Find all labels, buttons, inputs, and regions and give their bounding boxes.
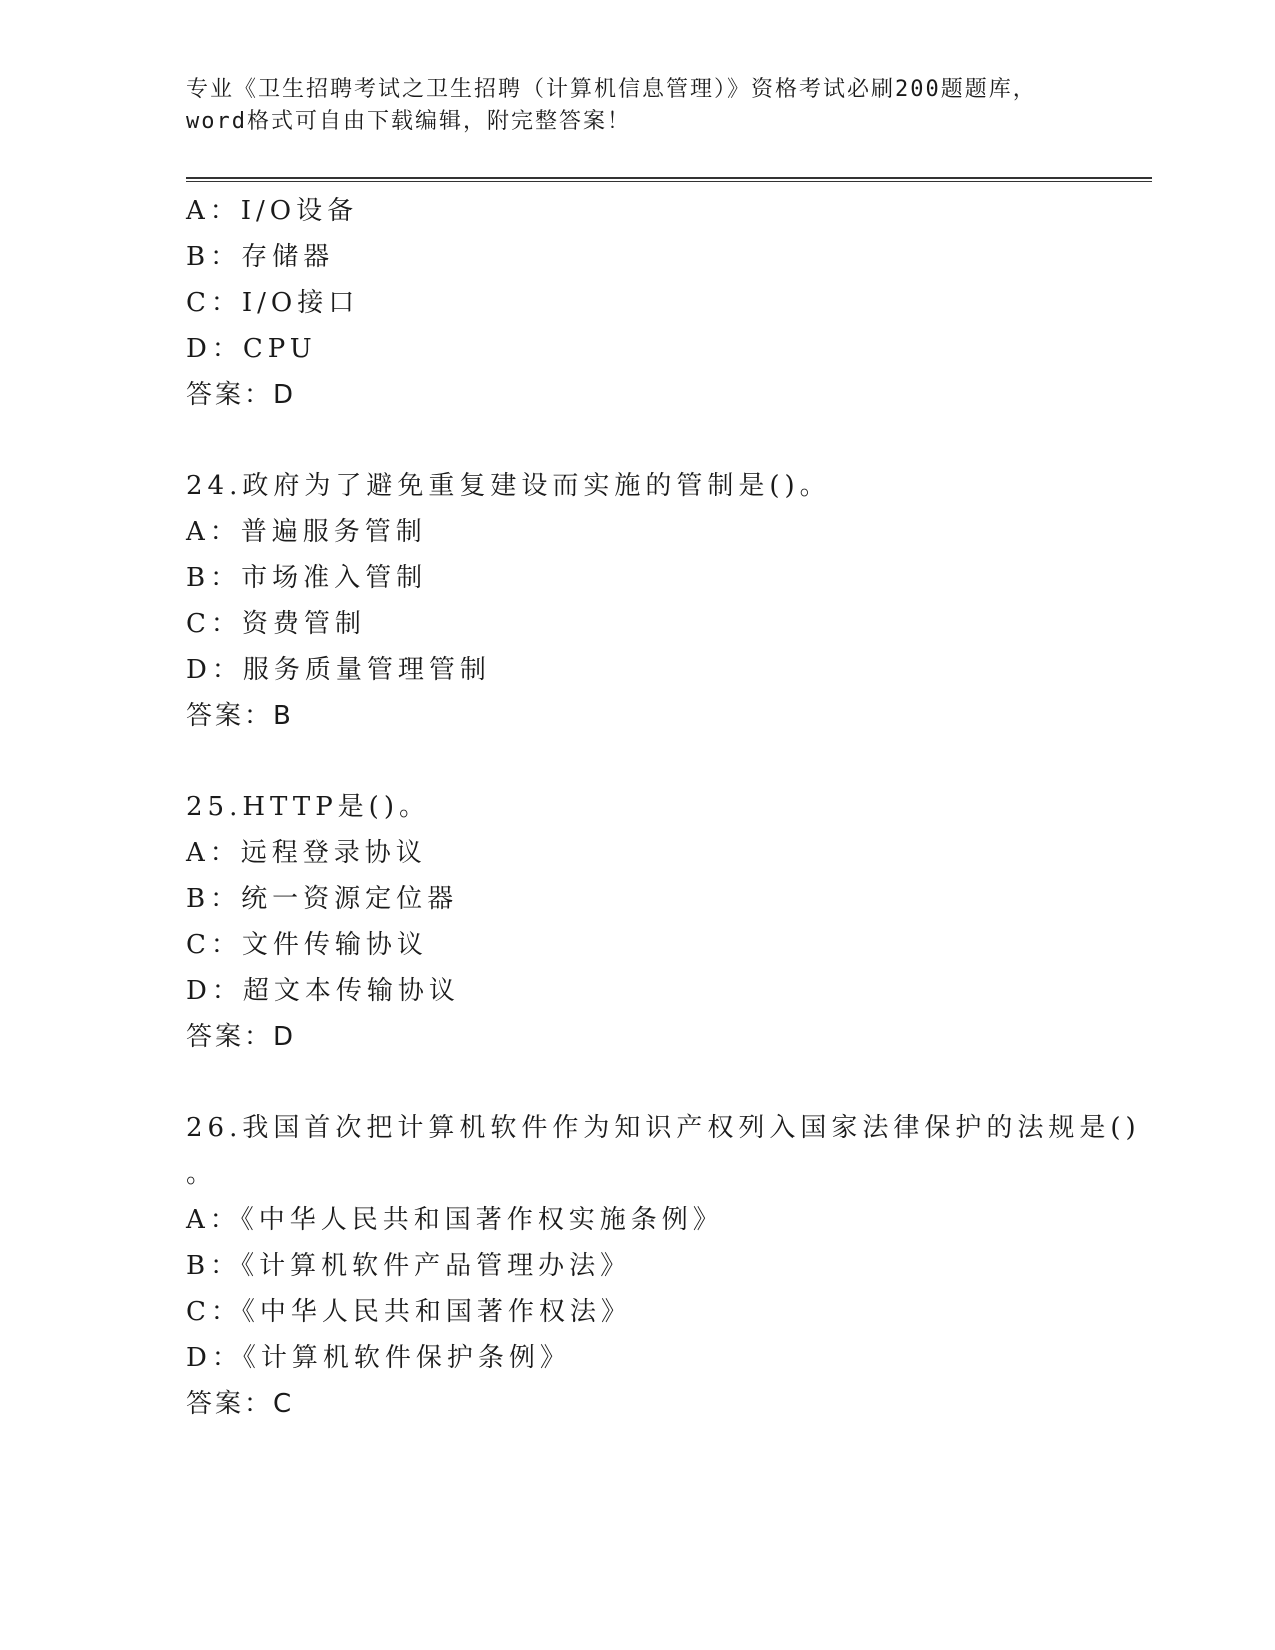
answer: 答案：B (186, 701, 294, 731)
header-divider (186, 177, 1152, 182)
question-list (186, 188, 1152, 1427)
option-d: D：服务质量管理管制 (186, 655, 491, 685)
option-d: D：超文本传输协议 (186, 976, 460, 1006)
option-c: C：资费管制 (186, 609, 366, 639)
option-b: B：市场准入管制 (186, 563, 428, 593)
header-line-1: 专业《卫生招聘考试之卫生招聘（计算机信息管理）》资格考试必刷200题题库， (186, 77, 1037, 102)
question-block-25 (186, 784, 1152, 1060)
option-a: A：《中华人民共和国著作权实施条例》 (186, 1205, 724, 1235)
option-b: B：《计算机软件产品管理办法》 (186, 1251, 632, 1281)
question-block-24 (186, 463, 1152, 739)
option-d: D：《计算机软件保护条例》 (186, 1343, 571, 1373)
option-d: D：CPU (186, 334, 317, 364)
question-text: 26.我国首次把计算机软件作为知识产权列入国家法律保护的法规是() (186, 1113, 1141, 1143)
answer: 答案：D (186, 380, 297, 410)
question-block-26 (186, 1105, 1152, 1427)
question-text: 25.HTTP是()。 (186, 792, 430, 822)
answer: 答案：D (186, 1022, 297, 1052)
option-a: A：远程登录协议 (186, 838, 427, 868)
option-a: A：I/O设备 (186, 196, 359, 226)
question-block-23 (186, 188, 1152, 418)
answer: 答案：C (186, 1389, 295, 1419)
document-header (186, 74, 1086, 138)
option-b: B：统一资源定位器 (186, 884, 459, 914)
question-text-continued: 。 (186, 1159, 218, 1189)
option-a: A：普遍服务管制 (186, 517, 427, 547)
option-b: B：存储器 (186, 242, 335, 272)
option-c: C：《中华人民共和国著作权法》 (186, 1297, 632, 1327)
header-line-2: word格式可自由下载编辑，附完整答案！ (186, 109, 631, 134)
question-text: 24.政府为了避免重复建设而实施的管制是()。 (186, 471, 831, 501)
option-c: C：文件传输协议 (186, 930, 428, 960)
option-c: C：I/O接口 (186, 288, 360, 318)
